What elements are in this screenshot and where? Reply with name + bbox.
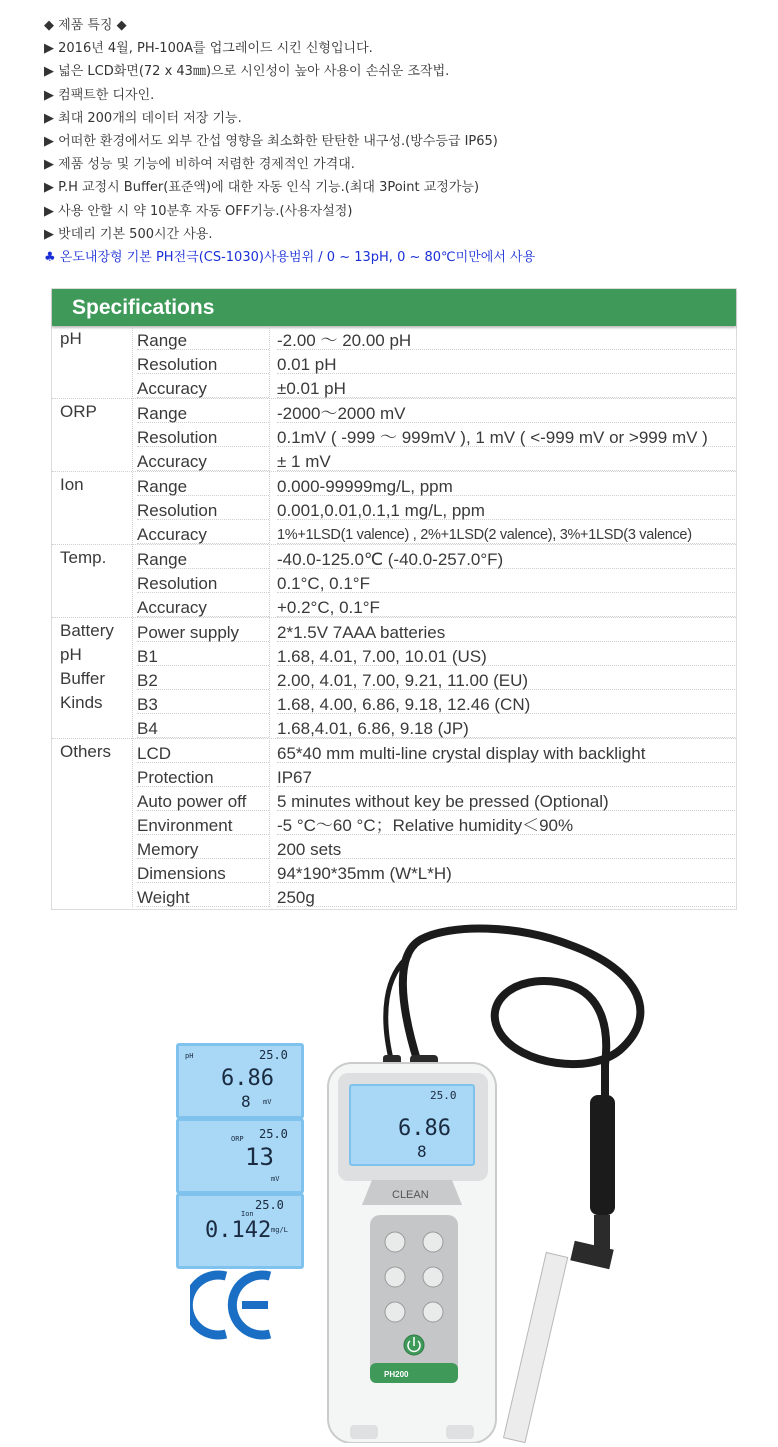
- spec-value: 1.68,4.01, 6.86, 9.18 (JP): [277, 714, 735, 738]
- product-illustration: [0, 915, 778, 1443]
- feature-item: ▶ 밧데리 기본 500시간 사용.: [44, 226, 213, 242]
- spec-value: 200 sets: [277, 835, 735, 859]
- spec-value: 94*190*35mm (W*L*H): [277, 859, 735, 883]
- feature-item: ▶ 2016년 4월, PH-100A를 업그레이드 시킨 신형입니다.: [44, 41, 373, 57]
- model-label: PH200: [384, 1370, 409, 1379]
- spec-value: -2.00 ～ 20.00 pH: [277, 326, 735, 350]
- spec-value: 0.1mV ( -999 ～ 999mV ), 1 mV ( <-999 mV or >999 mV ): [277, 423, 735, 447]
- lcd-mode-label: ORP: [231, 1135, 244, 1143]
- spec-row: [52, 593, 736, 617]
- spec-value: 0.000-99999mg/L, ppm: [277, 472, 735, 496]
- spec-parameter: Memory: [137, 835, 269, 859]
- lcd-sub-value: 8: [241, 1092, 251, 1111]
- spec-parameter: Dimensions: [137, 859, 269, 883]
- spec-parameter: Accuracy: [137, 593, 269, 617]
- spec-value: +0.2°C, 0.1°F: [277, 593, 735, 617]
- spec-parameter: Protection: [137, 763, 269, 787]
- feature-heading: ◆ 제품 특징 ◆: [44, 18, 127, 33]
- spec-parameter: Resolution: [137, 350, 269, 374]
- spec-parameter: Range: [137, 326, 269, 350]
- spec-category: Temp.: [60, 548, 107, 567]
- spec-parameter: B1: [137, 642, 269, 666]
- lcd-temp: 25.0: [259, 1048, 288, 1062]
- lcd-temp: 25.0: [259, 1127, 288, 1141]
- spec-parameter: B3: [137, 690, 269, 714]
- left-foot: [350, 1425, 378, 1439]
- spec-parameter: Weight: [137, 883, 269, 907]
- spec-value: 1.68, 4.00, 6.86, 9.18, 12.46 (CN): [277, 690, 735, 714]
- spec-parameter: Range: [137, 545, 269, 569]
- ce-mark-logo: [190, 1268, 276, 1342]
- spec-value: 65*40 mm multi-line crystal display with backlight: [277, 739, 735, 763]
- spec-row: [52, 398, 736, 423]
- lcd-unit: mg/L: [271, 1226, 288, 1234]
- spec-row: [52, 447, 736, 471]
- down-key[interactable]: [423, 1302, 443, 1322]
- meter-sub-readout: 8: [417, 1142, 427, 1161]
- spec-parameter: Auto power off: [137, 787, 269, 811]
- spec-row: [52, 763, 736, 787]
- lcd-unit: mV: [271, 1175, 280, 1183]
- meter-main-readout: 6.86: [398, 1116, 451, 1141]
- lcd-ion-panel: [176, 1193, 304, 1269]
- mode-key[interactable]: [385, 1232, 405, 1252]
- spec-value: 1.68, 4.01, 7.00, 10.01 (US): [277, 642, 735, 666]
- spec-parameter: Range: [137, 472, 269, 496]
- spec-value: 5 minutes without key be pressed (Optional): [277, 787, 735, 811]
- spec-parameter: Resolution: [137, 569, 269, 593]
- specifications-header: Specifications: [52, 289, 736, 326]
- spec-parameter: Accuracy: [137, 374, 269, 398]
- spec-row: [52, 544, 736, 569]
- spec-value: -5 °C～60 °C；Relative humidity＜90%: [277, 811, 735, 835]
- feature-item: ▶ 사용 안할 시 약 10분후 자동 OFF기능.(사용자설정): [44, 203, 353, 219]
- spec-row: [52, 787, 736, 811]
- set-key[interactable]: [385, 1267, 405, 1287]
- spec-value: 0.001,0.01,0.1,1 mg/L, ppm: [277, 496, 735, 520]
- spec-value: 2*1.5V 7AAA batteries: [277, 618, 735, 642]
- spec-row: [52, 690, 736, 714]
- spec-value: 1%+1LSD(1 valence) , 2%+1LSD(2 valence), 3%+1LSD(3 valence): [277, 520, 735, 544]
- electrode-handle: [590, 1095, 615, 1215]
- spec-category: Ion: [60, 475, 84, 494]
- spec-row: [52, 738, 736, 763]
- feature-list: [44, 14, 764, 269]
- spec-row: [52, 520, 736, 544]
- spec-row: [52, 569, 736, 593]
- save-key[interactable]: [385, 1302, 405, 1322]
- right-foot: [446, 1425, 474, 1439]
- spec-parameter: Range: [137, 399, 269, 423]
- feature-item: ▶ 최대 200개의 데이터 저장 기능.: [44, 110, 242, 126]
- spec-row: [52, 326, 736, 350]
- spec-value: 250g: [277, 883, 735, 907]
- specifications-table: [51, 288, 737, 910]
- spec-row: [52, 859, 736, 883]
- cal-key[interactable]: [423, 1232, 443, 1252]
- spec-value: ± 1 mV: [277, 447, 735, 471]
- electrode-glass: [504, 1253, 568, 1443]
- feature-item: ▶ 넓은 LCD화면(72 x 43㎜)으로 시인성이 높아 사용이 손쉬운 조작법.: [44, 64, 450, 80]
- spec-row: [52, 714, 736, 738]
- spec-parameter: LCD: [137, 739, 269, 763]
- spec-row: [52, 496, 736, 520]
- feature-item: ▶ 제품 성능 및 기능에 비하여 저렴한 경제적인 가격대.: [44, 157, 355, 173]
- spec-parameter: Accuracy: [137, 520, 269, 544]
- spec-category: pH: [60, 329, 82, 348]
- lcd-mode-label: Ion: [241, 1210, 254, 1218]
- spec-category: Battery: [60, 621, 114, 640]
- spec-parameter: Resolution: [137, 496, 269, 520]
- feature-item: ▶ 어떠한 환경에서도 외부 간섭 영향을 최소화한 탄탄한 내구성.(방수등급 IP65): [44, 134, 498, 150]
- spec-value: ±0.01 pH: [277, 374, 735, 398]
- spec-value: 0.1°C, 0.1°F: [277, 569, 735, 593]
- spec-category: Buffer: [60, 669, 106, 688]
- spec-value: IP67: [277, 763, 735, 787]
- spec-value: 2.00, 4.01, 7.00, 9.21, 11.00 (EU): [277, 666, 735, 690]
- lcd-unit: mV: [263, 1098, 272, 1106]
- spec-parameter: Accuracy: [137, 447, 269, 471]
- feature-item: ▶ 컴팩트한 디자인.: [44, 87, 155, 103]
- spec-rows: [52, 326, 736, 907]
- lcd-main-value: 13: [245, 1143, 274, 1171]
- spec-category: Kinds: [60, 693, 103, 712]
- spec-row: [52, 423, 736, 447]
- lcd-mode-label: pH: [185, 1052, 194, 1060]
- spec-row: [52, 350, 736, 374]
- spec-row: [52, 666, 736, 690]
- spec-row: [52, 374, 736, 398]
- spec-parameter: Environment: [137, 811, 269, 835]
- spec-category: Others: [60, 742, 112, 761]
- spec-parameter: Power supply: [137, 618, 269, 642]
- electrode-note: ♣ 온도내장형 기본 PH전극(CS-1030)사용범위 / 0 ~ 13pH, 0 ~ 80℃미만에서 사용: [44, 250, 536, 266]
- spec-value: -40.0-125.0℃ (-40.0-257.0°F): [277, 545, 735, 569]
- spec-parameter: B4: [137, 714, 269, 738]
- spec-row: [52, 642, 736, 666]
- keypad-panel: [370, 1215, 458, 1383]
- up-key[interactable]: [423, 1267, 443, 1287]
- spec-category: ORP: [60, 402, 97, 421]
- feature-item: ▶ P.H 교정시 Buffer(표준액)에 대한 자동 인식 기능.(최대 3Point 교정가능): [44, 180, 480, 196]
- spec-row: [52, 835, 736, 859]
- spec-value: 0.01 pH: [277, 350, 735, 374]
- lcd-orp-panel: [176, 1118, 304, 1194]
- spec-category: pH: [60, 645, 82, 664]
- lcd-main-value: 6.86: [221, 1066, 274, 1091]
- spec-parameter: Resolution: [137, 423, 269, 447]
- spec-row: [52, 883, 736, 907]
- spec-row: [52, 471, 736, 496]
- spec-value: -2000～2000 mV: [277, 399, 735, 423]
- lcd-ph-panel: [176, 1043, 304, 1119]
- spec-parameter: B2: [137, 666, 269, 690]
- lcd-main-value: 0.142: [205, 1218, 272, 1243]
- lcd-temp: 25.0: [255, 1198, 284, 1212]
- meter-temp-readout: 25.0: [430, 1089, 457, 1102]
- brand-logo: CLEAN: [392, 1189, 429, 1201]
- spec-row: [52, 617, 736, 642]
- ph-meter-illustration: [0, 915, 778, 1443]
- spec-row: [52, 811, 736, 835]
